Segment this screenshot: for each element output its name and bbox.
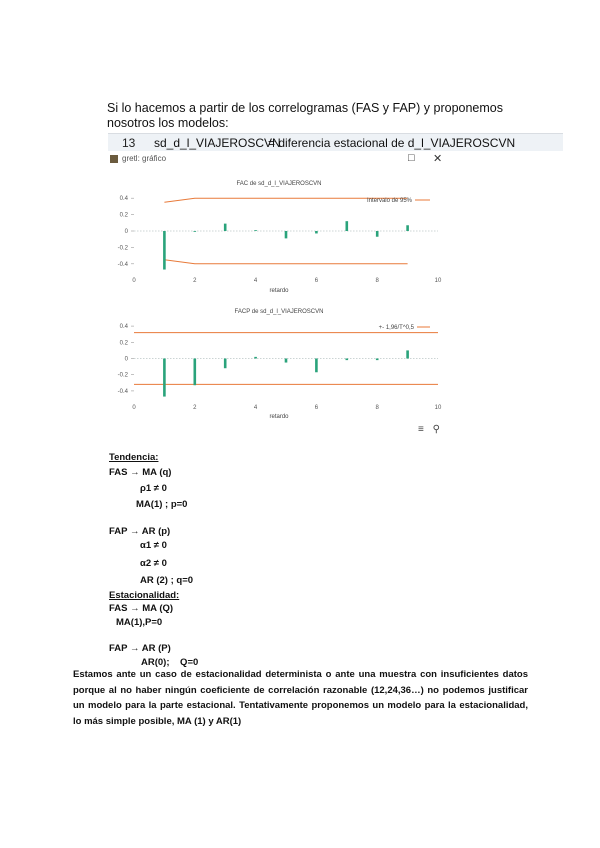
bar-lag-2 [194, 359, 197, 386]
bar-lag-9 [406, 225, 409, 231]
facp-legend-label: +- 1,96/T^0,5 [378, 325, 414, 331]
fac-legend-label: Intervalo de 95% [366, 198, 412, 204]
alpha1-line: α1 ≠ 0 [140, 540, 167, 551]
bar-lag-8 [376, 359, 379, 361]
bar-lag-9 [406, 350, 409, 358]
bar-lag-6 [315, 231, 318, 233]
y-tick-label: -0.4 [117, 388, 128, 395]
command-number: 13 [122, 136, 136, 150]
fac-bars [163, 221, 409, 269]
gretl-app-icon [110, 155, 118, 163]
x-tick-label: 0 [132, 278, 136, 284]
fap-ar-line: FAP → AR (p) [109, 526, 171, 537]
bar-lag-7 [346, 359, 349, 361]
chart-toolbar [418, 424, 440, 435]
y-tick-label: 0.4 [119, 324, 128, 331]
y-tick-label: -0.4 [117, 261, 128, 268]
bar-lag-7 [346, 221, 349, 231]
x-tick-label: 6 [314, 405, 319, 411]
y-tick-label: 0.2 [119, 212, 128, 219]
facp-bars [163, 350, 409, 396]
fac-axes [118, 196, 442, 284]
y-tick-label: 0.4 [119, 196, 128, 203]
bar-lag-3 [224, 224, 227, 231]
window-title: gretl: gráfico [122, 154, 167, 163]
x-tick-label: 4 [253, 405, 258, 411]
x-tick-label: 0 [132, 405, 136, 411]
command-line [108, 133, 563, 151]
conclusion-paragraph: Estamos ante un caso de estacionalidad determinista o ante una muestra con insuficientes datos porque al no haber ningún coeficiente de correlación razonable (12,24,36…) no podemos justificar un modelo para la parte estacional. Tentativamente proponemos un modelo para la estacionalidad, lo más simple posible, MA (1) y AR(1) [73, 669, 528, 727]
bar-lag-5 [285, 231, 288, 238]
command-definition: = diferencia estacional de d_l_VIAJEROSCVN [268, 136, 516, 150]
close-button[interactable]: ✕ [433, 153, 443, 165]
bar-lag-3 [224, 359, 227, 369]
fas-ma-line: FAS → MA (q) [109, 467, 172, 478]
ma1-line: MA(1) ; p=0 [136, 499, 188, 510]
estacionalidad-heading: Estacionalidad: [109, 590, 180, 601]
intro-text: Si lo hacemos a partir de los correlogramas (FAS y FAP) y proponemos nosotros los modelos: [107, 101, 503, 130]
menu-icon[interactable]: ≡ [418, 424, 424, 435]
rho-line: ρ1 ≠ 0 [140, 483, 167, 494]
fap-AR-line: FAP → AR (P) [109, 643, 171, 654]
x-tick-label: 2 [193, 405, 197, 411]
y-tick-label: -0.2 [117, 245, 128, 252]
x-tick-label: 10 [434, 278, 442, 284]
facp-axes [118, 324, 442, 411]
facp-xlabel: retardo [269, 414, 289, 420]
bar-lag-6 [315, 359, 318, 373]
x-tick-label: 10 [434, 405, 442, 411]
fas-MA-line: FAS → MA (Q) [109, 603, 174, 614]
bar-lag-2 [194, 231, 197, 232]
bar-lag-5 [285, 359, 288, 363]
x-tick-label: 8 [375, 405, 379, 411]
x-tick-label: 8 [375, 278, 379, 284]
x-tick-label: 4 [253, 278, 258, 284]
facp-chart-title: FACP de sd_d_l_VIAJEROSCVN [234, 309, 324, 315]
bar-lag-4 [254, 230, 257, 231]
tendencia-heading: Tendencia: [109, 452, 159, 463]
AR0-line: AR(0); Q=0 [141, 657, 199, 668]
bar-lag-8 [376, 231, 379, 237]
command-variable: sd_d_l_VIAJEROSCVN [154, 136, 281, 150]
alpha2-line: α2 ≠ 0 [140, 558, 167, 569]
y-tick-label: 0.2 [119, 340, 128, 347]
fac-chart-title: FAC de sd_d_l_VIAJEROSCVN [236, 181, 322, 187]
minimize-button[interactable]: □ [408, 152, 415, 164]
MA1-line: MA(1),P=0 [116, 617, 163, 628]
y-tick-label: -0.2 [117, 372, 128, 379]
window-titlebar [108, 152, 450, 168]
lower-band [164, 260, 407, 264]
fac-xlabel: retardo [269, 288, 289, 294]
zoom-icon[interactable]: ⚲ [432, 424, 440, 435]
ar2-line: AR (2) ; q=0 [140, 575, 194, 586]
y-tick-label: 0 [124, 356, 128, 363]
x-tick-label: 6 [314, 278, 319, 284]
fac-chart [108, 170, 450, 300]
x-tick-label: 2 [193, 278, 197, 284]
facp-chart [108, 298, 450, 426]
bar-lag-4 [254, 357, 257, 359]
y-tick-label: 0 [124, 229, 128, 235]
bar-lag-1 [163, 231, 166, 270]
bar-lag-1 [163, 359, 166, 397]
